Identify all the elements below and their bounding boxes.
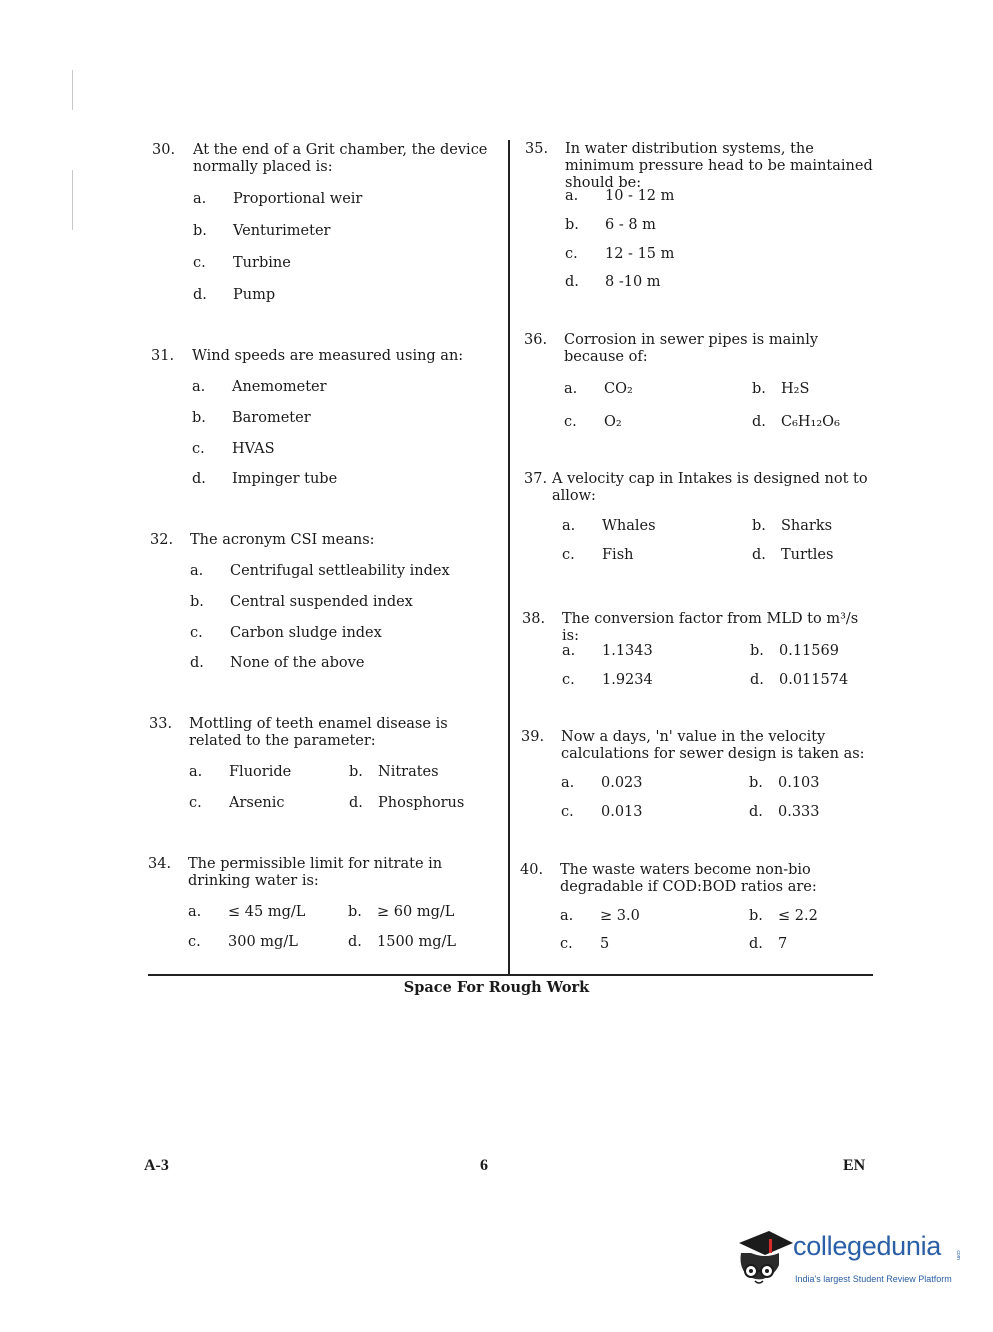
question-number: 37. [524, 471, 548, 487]
option-d: d. 0.011574 [750, 672, 849, 688]
option-d: d. C₆H₁₂O₆ [752, 414, 840, 430]
collegedunia-logo [735, 1225, 965, 1295]
option-b: b. ≥ 60 mg/L [348, 904, 455, 920]
option-b: b. Sharks [752, 518, 833, 534]
question-30 [152, 142, 508, 307]
question-39 [521, 729, 876, 829]
option-a: a. Centrifugal settleability index [190, 563, 450, 579]
option-c: c. 1.9234 [562, 672, 653, 688]
option-a: a. Whales [562, 518, 656, 534]
option-b: b. 0.11569 [750, 643, 839, 659]
question-text: A velocity cap in Intakes is designed not to allow: [552, 471, 868, 504]
option-d: d. Impinger tube [192, 471, 338, 487]
option-b: b. ≤ 2.2 [749, 908, 818, 924]
option-c: c. 12 - 15 m [565, 246, 675, 262]
footer-booklet-code: A-3 [144, 1157, 169, 1174]
question-33 [149, 716, 505, 816]
mascot-icon [735, 1225, 795, 1295]
option-d: d. 7 [749, 936, 788, 952]
option-a: a. 10 - 12 m [565, 188, 675, 204]
option-a: a. 1.1343 [562, 643, 653, 659]
footer-page-number: 6 [480, 1157, 488, 1174]
option-d: d. Pump [193, 287, 276, 303]
question-32 [150, 532, 506, 677]
question-38 [522, 611, 877, 696]
option-d: d. 8 -10 m [565, 274, 661, 290]
option-a: a. Fluoride [189, 764, 292, 780]
question-text: At the end of a Grit chamber, the device normally placed is: [193, 142, 488, 175]
column-divider [508, 140, 510, 976]
question-number: 40. [520, 862, 544, 878]
option-a: a. Proportional weir [193, 191, 363, 207]
scan-mark-2 [72, 170, 73, 230]
option-a: a. 0.023 [561, 775, 643, 791]
question-number: 39. [521, 729, 545, 745]
footer-language: EN [843, 1157, 866, 1174]
option-d: d. Phosphorus [349, 795, 465, 811]
question-number: 36. [524, 332, 548, 348]
question-text: The waste waters become non-bio degradable if COD:BOD ratios are: [560, 862, 817, 895]
option-b: b. Nitrates [349, 764, 439, 780]
question-37 [524, 471, 879, 571]
question-text: Now a days, 'n' value in the velocity calculations for sewer design is taken as: [561, 729, 865, 762]
option-a: a. Anemometer [192, 379, 327, 395]
option-c: c. Carbon sludge index [190, 625, 382, 641]
option-a: a. CO₂ [564, 381, 633, 397]
option-c: c. Fish [562, 547, 634, 563]
question-number: 35. [525, 141, 549, 157]
logo-wordmark: collegedunia [793, 1231, 942, 1261]
option-d: d. 1500 mg/L [348, 934, 457, 950]
option-c: c. O₂ [564, 414, 622, 430]
option-d: d. 0.333 [749, 804, 820, 820]
question-number: 31. [151, 348, 175, 364]
question-number: 34. [148, 856, 172, 872]
option-b: b. H₂S [752, 381, 810, 397]
question-number: 38. [522, 611, 546, 627]
option-b: b. 0.103 [749, 775, 820, 791]
option-c: c. HVAS [192, 441, 275, 457]
option-c: c. 300 mg/L [188, 934, 298, 950]
question-text: The acronym CSI means: [190, 532, 375, 548]
option-b: b. Venturimeter [193, 223, 331, 239]
option-a: a. ≤ 45 mg/L [188, 904, 306, 920]
scan-mark-1 [72, 70, 73, 110]
option-d: d. Turtles [752, 547, 834, 563]
option-b: b. Barometer [192, 410, 311, 426]
question-text: Wind speeds are measured using an: [192, 348, 464, 364]
question-text: Corrosion in sewer pipes is mainly because of: [564, 332, 819, 365]
option-b: b. 6 - 8 m [565, 217, 656, 233]
question-text: The conversion factor from MLD to m³/s is: [562, 611, 859, 644]
option-c: c. 0.013 [561, 804, 643, 820]
bottom-rule [148, 974, 873, 976]
question-number: 33. [149, 716, 173, 732]
option-a: a. ≥ 3.0 [560, 908, 640, 924]
question-40 [520, 862, 875, 962]
question-34 [148, 856, 504, 956]
option-c: c. Turbine [193, 255, 291, 271]
question-35 [525, 141, 880, 301]
option-b: b. Central suspended index [190, 594, 413, 610]
logo-com: .com [955, 1249, 961, 1260]
question-31 [151, 348, 507, 493]
question-text: Mottling of teeth enamel disease is related to the parameter: [189, 716, 448, 749]
option-c: c. Arsenic [189, 795, 285, 811]
option-d: d. None of the above [190, 655, 365, 671]
question-number: 30. [152, 142, 176, 158]
rough-work-label: Space For Rough Work [403, 979, 590, 996]
question-text: In water distribution systems, the minimum pressure head to be maintained should be: [565, 141, 873, 191]
question-number: 32. [150, 532, 174, 548]
option-c: c. 5 [560, 936, 610, 952]
question-text: The permissible limit for nitrate in drinking water is: [188, 856, 443, 889]
question-36 [524, 332, 879, 442]
logo-tagline: India's largest Student Review Platform [795, 1274, 952, 1284]
